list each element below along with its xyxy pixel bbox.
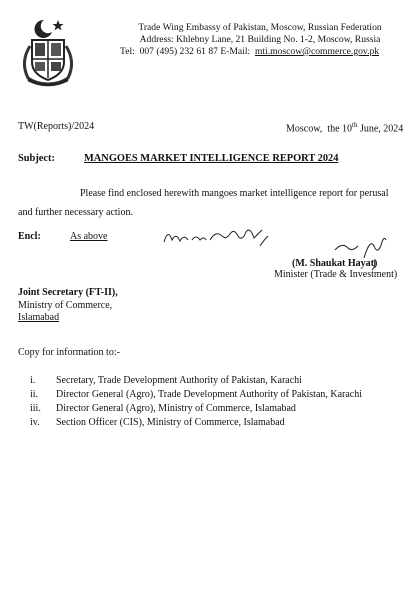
signatory-name: (M. Shaukat Hayat) — [292, 258, 378, 269]
list-item-number: ii. — [30, 389, 39, 400]
copy-list — [30, 374, 362, 430]
copy-intro: Copy for information to:- — [18, 347, 120, 358]
list-item-text: Director General (Agro), Trade Development Authority of Pakistan, Karachi — [56, 389, 363, 400]
list-item — [30, 402, 362, 416]
handwritten-regards-signature — [160, 222, 275, 252]
date-suffix: th — [352, 121, 358, 129]
list-item-text: Section Officer (CIS), Ministry of Commerce, Islamabad — [56, 417, 285, 428]
enclosure-label: Encl: — [18, 231, 41, 242]
signatory-title: Minister (Trade & Investment) — [274, 269, 398, 280]
state-emblem-icon — [18, 16, 78, 88]
letter-body: Please find enclosed herewith mangoes market intelligence report for perusal and further necessary action. — [18, 188, 389, 218]
reference-number: TW(Reports)/2024 — [18, 121, 95, 132]
letterhead-phone: Tel: 007 (495) 232 61 87 E-Mail: — [120, 46, 255, 57]
list-item-text: Director General (Agro), Ministry of Commerce, Islamabad — [56, 403, 296, 414]
letterhead-line-3 — [110, 46, 410, 58]
letterhead-line-2: Address: Khlebny Lane, 21 Building No. 1-2, Moscow, Russia — [139, 34, 381, 45]
subject-label: Subject: — [18, 153, 55, 164]
addressee-line-3: Islamabad — [18, 312, 60, 323]
subject-line — [18, 153, 339, 164]
addressee-line-1: Joint Secretary (FT-II), — [18, 287, 118, 298]
letter-date — [286, 121, 403, 134]
subject-value: MANGOES MARKET INTELLIGENCE REPORT 2024 — [84, 153, 339, 164]
list-item-number: iv. — [30, 417, 40, 428]
list-item — [30, 388, 362, 402]
addressee-block — [18, 287, 118, 325]
list-item-text: Secretary, Trade Development Authority of Pakistan, Karachi — [56, 375, 302, 386]
enclosure-value: As above — [70, 231, 108, 242]
date-prefix: Moscow, the 10 — [286, 123, 353, 135]
list-item — [30, 416, 362, 430]
date-rest: June, 2024 — [357, 123, 404, 135]
letterhead — [110, 22, 410, 58]
addressee-line-2: Ministry of Commerce, — [18, 299, 113, 311]
list-item — [30, 374, 362, 388]
email-link[interactable]: mti.moscow@commerce.gov.pk — [254, 46, 380, 57]
list-item-number: i. — [30, 375, 36, 386]
letterhead-line-1: Trade Wing Embassy of Pakistan, Moscow, Russian Federation — [138, 22, 382, 33]
list-item-number: iii. — [30, 403, 41, 414]
